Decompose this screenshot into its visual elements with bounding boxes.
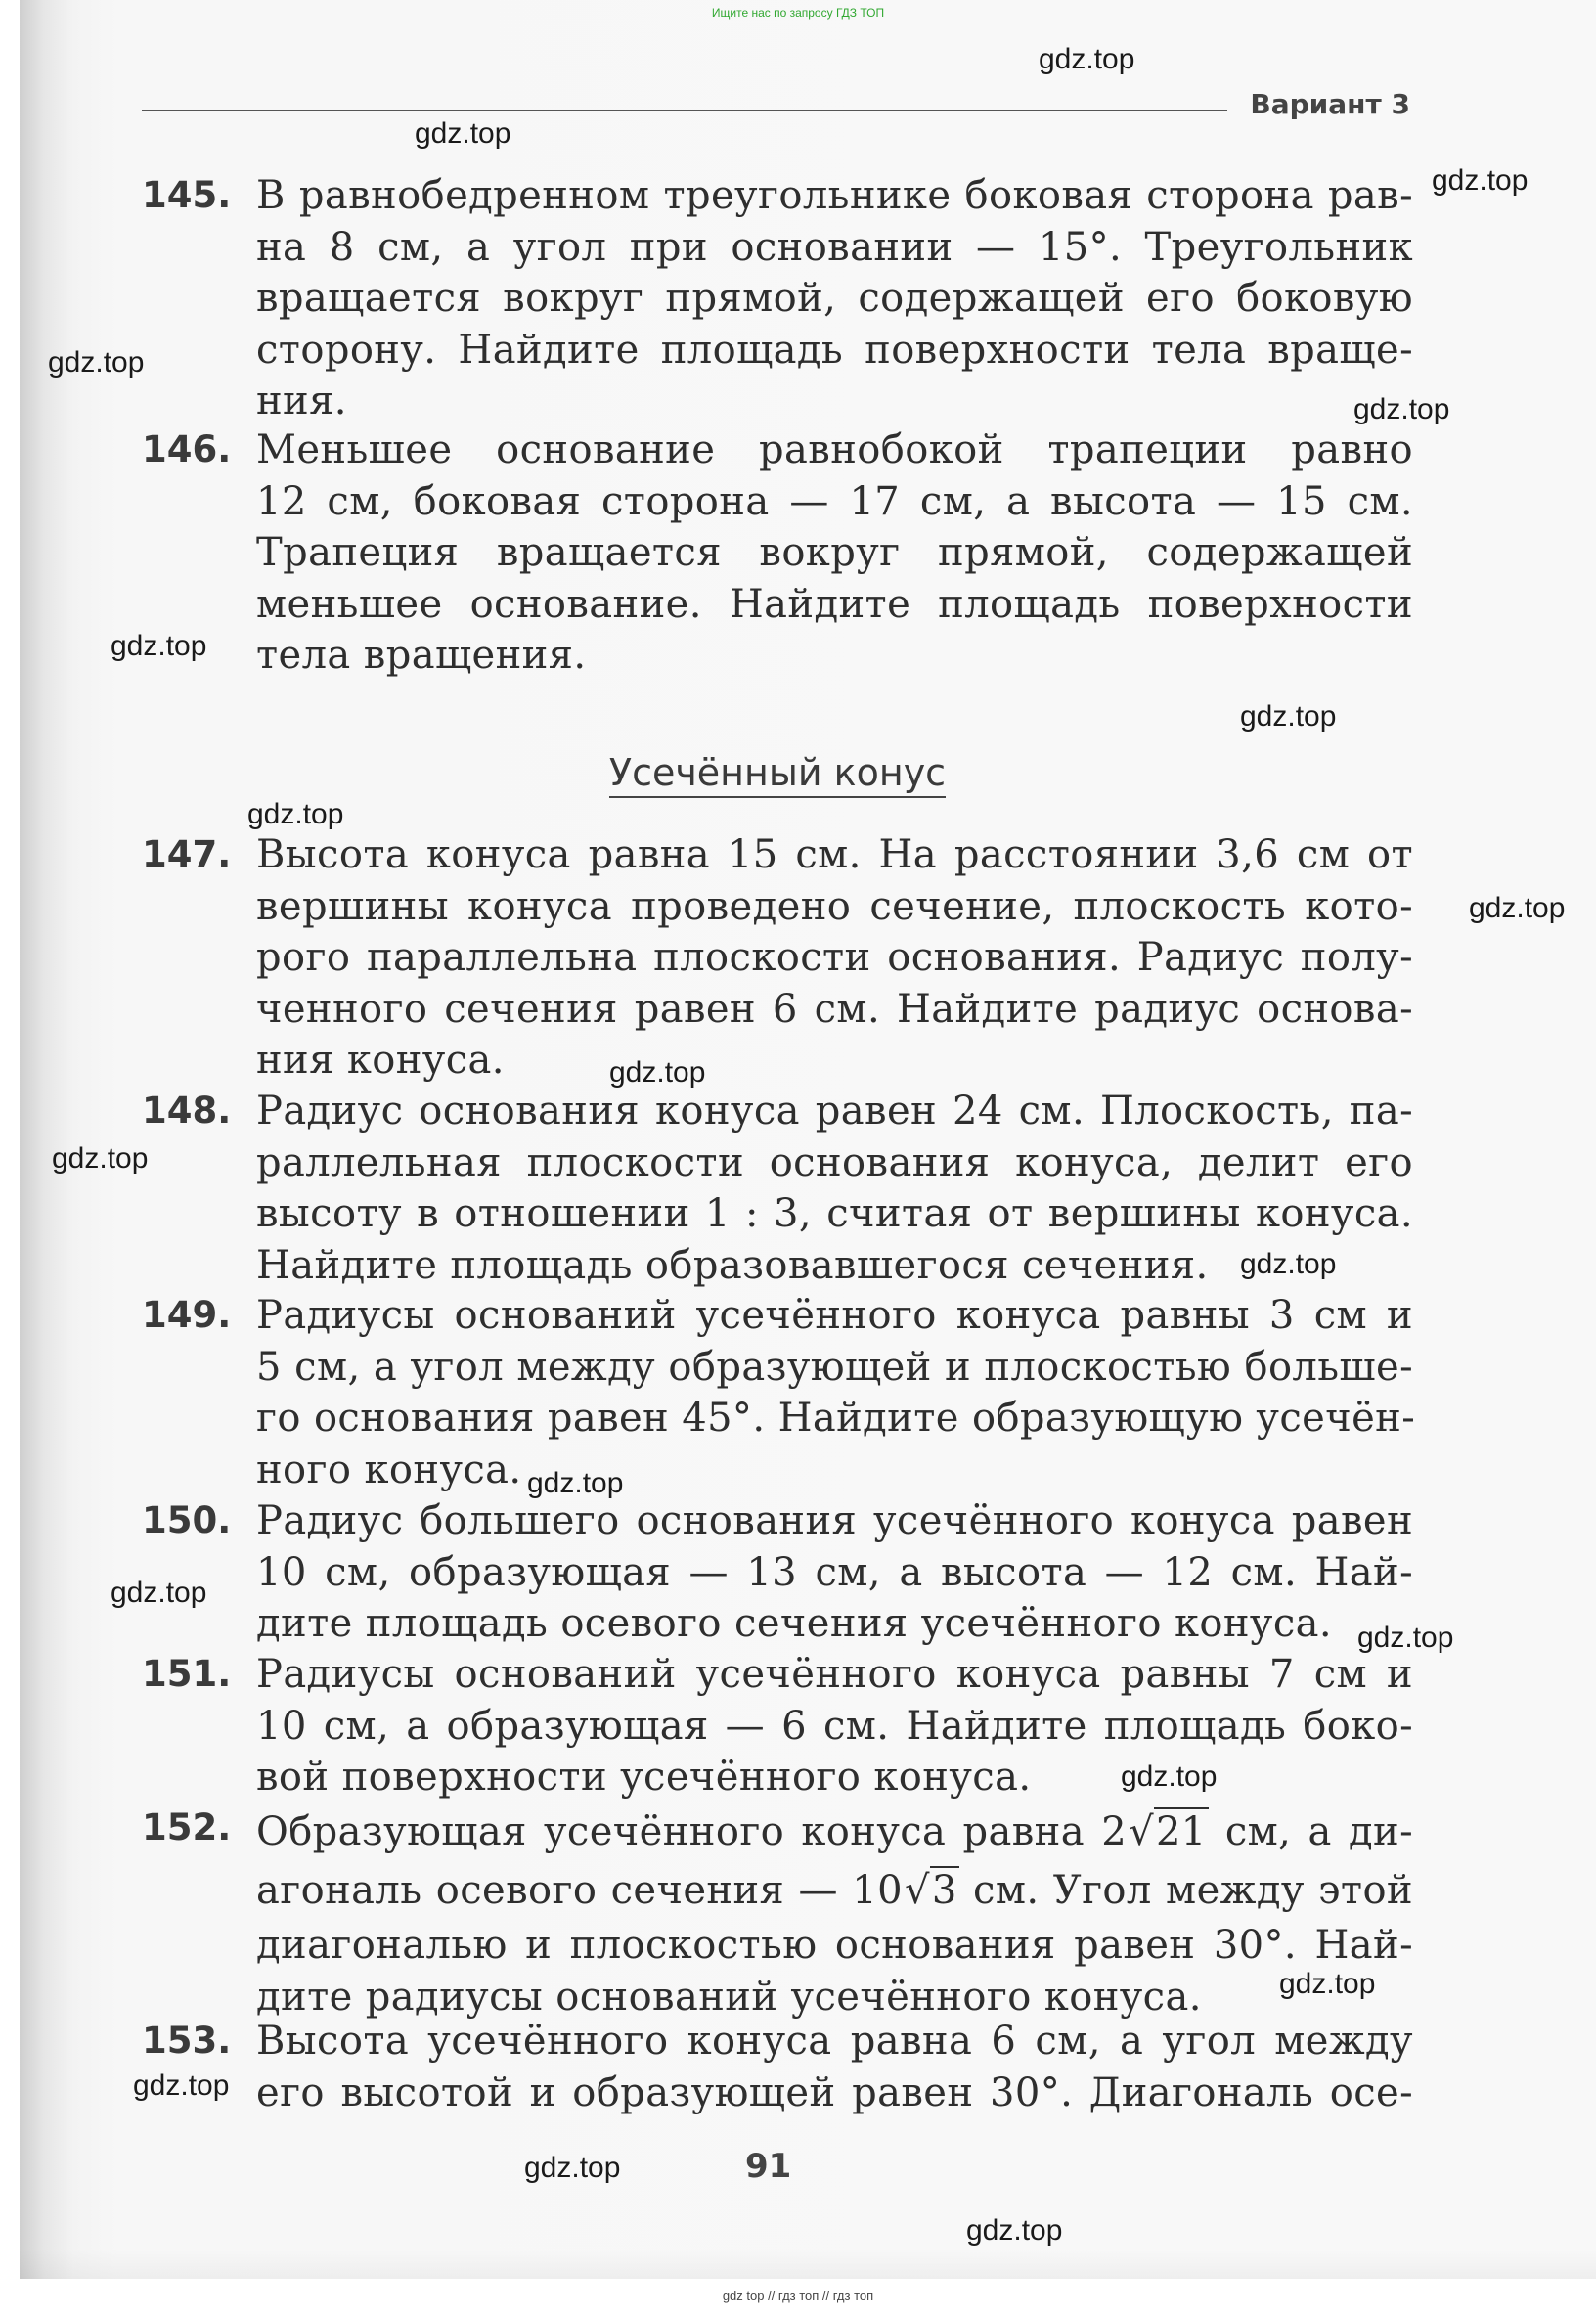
text-fragment: см. Угол между этой: [958, 1868, 1413, 1913]
problem-number: 145.: [142, 174, 232, 216]
text-line: Радиус большего основания усечённого конуса равен: [256, 1498, 1413, 1543]
problem-text: [256, 1495, 1413, 1650]
search-hint-link[interactable]: Ищите нас по запросу ГДЗ ТОП: [711, 6, 885, 20]
text-line: 10 см, образующая — 13 см, а высота — 12 см. Най-: [256, 1549, 1413, 1595]
header-rule: [142, 110, 1227, 111]
text-line: Радиусы оснований усечённого конуса равны 7 см и: [256, 1652, 1413, 1697]
watermark: gdz.top: [1240, 700, 1337, 733]
text-line: В равнобедренном треугольнике боковая сторона рав-: [256, 173, 1413, 218]
text-line: го основания равен 45°. Найдите образующую усечён-: [256, 1396, 1416, 1441]
watermark: gdz.top: [1279, 1968, 1376, 2000]
problem-146: [142, 424, 1413, 682]
problem-number: 149.: [142, 1294, 232, 1336]
text-line: раллельная плоскости основания конуса, делит его: [256, 1139, 1413, 1185]
watermark: gdz.top: [966, 2214, 1063, 2246]
variant-label: Вариант 3: [1250, 88, 1410, 120]
text-line: ченного сечения равен 6 см. Найдите радиус основа-: [256, 986, 1413, 1032]
section-title: [0, 751, 1555, 794]
text-line: Меньшее основание равнобокой трапеции равно: [256, 427, 1413, 472]
text-line: Высота конуса равна 15 см. На расстоянии 3,6 см от: [256, 832, 1413, 877]
text-line: ного конуса.: [256, 1446, 522, 1492]
text-line: его высотой и образующей равен 30°. Диагональ осе-: [256, 2069, 1413, 2115]
problem-151: [142, 1649, 1413, 1803]
text-line: 10 см, а образующая — 6 см. Найдите площадь боко-: [256, 1703, 1413, 1749]
problem-text: [256, 1290, 1416, 1495]
text-line: [256, 1861, 1413, 1920]
watermark: gdz.top: [1353, 393, 1450, 425]
text-line: Радиус основания конуса равен 24 см. Плоскость, па-: [256, 1089, 1413, 1134]
sqrt-expression: √21: [1129, 1809, 1207, 1854]
watermark: gdz.top: [1240, 1248, 1337, 1280]
watermark: gdz.top: [415, 117, 511, 150]
watermark: gdz.top: [48, 346, 145, 378]
text-line: вершины конуса проведено сечение, плоскость кото-: [256, 883, 1413, 929]
problem-number: 152.: [142, 1806, 232, 1848]
problem-148: [142, 1086, 1413, 1291]
text-fragment: см, а ди-: [1208, 1809, 1413, 1854]
problem-text: [256, 170, 1413, 427]
problem-text: [256, 424, 1413, 682]
watermark: gdz.top: [1039, 43, 1135, 75]
watermark: gdz.top: [111, 1577, 207, 1609]
page-number: 91: [745, 2147, 792, 2186]
section-title-text: Усечённый конус: [609, 751, 946, 798]
watermark: gdz.top: [247, 798, 344, 830]
watermark: gdz.top: [609, 1056, 706, 1089]
problem-text: [256, 2016, 1413, 2118]
watermark: gdz.top: [1432, 164, 1529, 197]
problem-number: 147.: [142, 833, 232, 875]
problem-145: [142, 170, 1413, 427]
problem-150: [142, 1495, 1413, 1650]
text-line: сторону. Найдите площадь поверхности тела враще-: [256, 327, 1413, 373]
text-line: [256, 1802, 1413, 1861]
problem-153: [142, 2016, 1413, 2118]
text-line: вой поверхности усечённого конуса.: [256, 1755, 1032, 1800]
watermark: gdz.top: [111, 630, 207, 662]
text-fragment: агональ осевого сечения — 10: [256, 1868, 903, 1913]
text-line: ния конуса.: [256, 1038, 505, 1083]
watermark: gdz.top: [527, 1467, 624, 1499]
problem-number: 146.: [142, 428, 232, 470]
watermark: gdz.top: [1121, 1760, 1218, 1793]
footer-link[interactable]: gdz top // гдз топ // гдз топ: [722, 2289, 874, 2303]
text-fragment: Образующая усечённого конуса равна 2: [256, 1809, 1128, 1854]
problem-text: [256, 1649, 1413, 1803]
watermark: gdz.top: [524, 2152, 621, 2184]
text-line: Радиусы оснований усечённого конуса равны 3 см и: [256, 1293, 1413, 1338]
problem-number: 153.: [142, 2020, 232, 2062]
text-line: дите радиусы оснований усечённого конуса.: [256, 1974, 1202, 2020]
problem-149: [142, 1290, 1416, 1495]
radicand: 21: [1155, 1809, 1207, 1854]
text-line: рого параллельна плоскости основания. Радиус полу-: [256, 935, 1413, 980]
watermark: gdz.top: [1357, 1622, 1454, 1654]
radicand: 3: [931, 1868, 957, 1913]
text-line: 12 см, боковая сторона — 17 см, а высота — 15 см.: [256, 478, 1413, 524]
watermark: gdz.top: [52, 1142, 149, 1175]
text-line: Найдите площадь образовавшегося сечения.: [256, 1242, 1209, 1288]
problem-number: 150.: [142, 1499, 232, 1541]
problem-number: 151.: [142, 1653, 232, 1695]
text-line: ния.: [256, 378, 347, 423]
sqrt-expression: √3: [904, 1868, 957, 1913]
problem-152: [142, 1802, 1413, 2023]
problem-text: [256, 829, 1413, 1087]
text-line: меньшее основание. Найдите площадь поверхности: [256, 581, 1413, 627]
text-line: дите площадь осевого сечения усечённого конуса.: [256, 1601, 1333, 1646]
text-line: вращается вокруг прямой, содержащей его боковую: [256, 276, 1413, 321]
text-line: 5 см, а угол между образующей и плоскостью больше-: [256, 1344, 1413, 1390]
problem-147: [142, 829, 1413, 1087]
watermark: gdz.top: [133, 2069, 230, 2102]
watermark: gdz.top: [1469, 892, 1566, 924]
problem-text: [256, 1802, 1413, 2023]
text-line: Трапеция вращается вокруг прямой, содержащей: [256, 530, 1413, 575]
text-line: тела вращения.: [256, 633, 587, 678]
text-line: на 8 см, а угол при основании — 15°. Треугольник: [256, 224, 1413, 270]
problem-number: 148.: [142, 1090, 232, 1132]
text-line: Высота усечённого конуса равна 6 см, а угол между: [256, 2019, 1413, 2064]
page-shadow: [20, 2249, 1596, 2279]
text-line: высоту в отношении 1 : 3, считая от вершины конуса.: [256, 1191, 1413, 1236]
text-line: диагональю и плоскостью основания равен 30°. Най-: [256, 1923, 1413, 1968]
